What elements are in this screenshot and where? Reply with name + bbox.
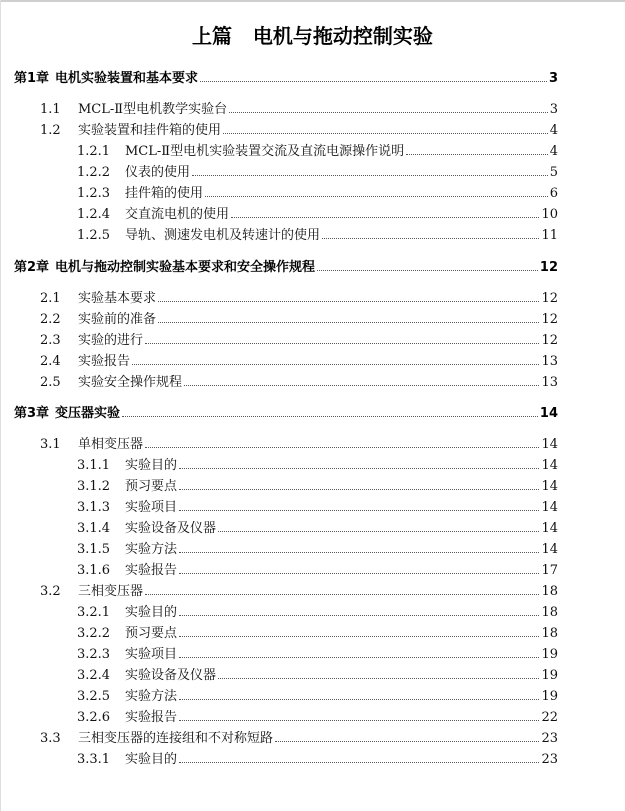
- toc-dot-leader: [406, 143, 548, 155]
- toc-entry-page: 5: [549, 165, 558, 180]
- toc-section-entry[interactable]: [40, 727, 558, 747]
- toc-entry-number: 3.1.1: [77, 458, 111, 473]
- toc-entry-page: 11: [541, 228, 558, 243]
- toc-entry-label: 交直流电机的使用: [125, 207, 230, 222]
- toc-entry-number: 3.2.1: [77, 605, 111, 620]
- toc-entry-number: 3.1.4: [77, 521, 111, 536]
- toc-dot-leader: [218, 667, 539, 679]
- toc-subsection-entry[interactable]: [77, 182, 558, 202]
- toc-dot-leader: [184, 374, 539, 386]
- toc-entry-page: 12: [541, 333, 558, 348]
- toc-dot-leader: [275, 730, 539, 742]
- toc-entry-label: 实验项目: [125, 500, 178, 515]
- toc-dot-leader: [145, 583, 539, 595]
- toc-entry-page: 19: [541, 668, 558, 683]
- toc-dot-leader: [179, 709, 539, 721]
- toc-entry-page: 18: [541, 584, 558, 599]
- toc-subsection-entry[interactable]: [77, 140, 558, 160]
- toc-entry-number: 3.2.6: [77, 710, 111, 725]
- toc-entry-label: 实验项目: [125, 647, 178, 662]
- toc-entry-page: 18: [541, 626, 558, 641]
- toc-subsection-entry[interactable]: [77, 203, 558, 223]
- toc-entry-label: 电机实验装置和基本要求: [55, 71, 199, 86]
- toc-subsection-entry[interactable]: [77, 475, 558, 495]
- toc-dot-leader: [145, 436, 539, 448]
- toc-entry-label: 实验基本要求: [78, 291, 157, 306]
- toc-entry-page: 4: [549, 123, 558, 138]
- toc-chapter-entry[interactable]: [14, 256, 558, 276]
- toc-entry-number: 3.2.5: [77, 689, 111, 704]
- toc-dot-leader: [158, 290, 539, 302]
- toc-entry-number: 1.2.3: [77, 186, 111, 201]
- toc-entry-page: 14: [541, 458, 558, 473]
- toc-entry-number: 3.1.6: [77, 563, 111, 578]
- toc-entry-label: 单相变压器: [78, 437, 144, 452]
- toc-entry-number: 2.3: [40, 333, 61, 348]
- toc-entry-page: 17: [541, 563, 558, 578]
- toc-section-entry[interactable]: [40, 329, 558, 349]
- toc-dot-leader: [205, 185, 548, 197]
- toc-entry-number: 3.1.2: [77, 479, 111, 494]
- toc-dot-leader: [179, 457, 539, 469]
- toc-entry-page: 14: [541, 500, 558, 515]
- toc-entry-number: 1.2.1: [77, 144, 111, 159]
- toc-entry-number: 2.1: [40, 291, 61, 306]
- toc-entry-label: MCL-Ⅱ型电机实验装置交流及直流电源操作说明: [125, 144, 405, 159]
- toc-dot-leader: [218, 520, 539, 532]
- toc-subsection-entry[interactable]: [77, 559, 558, 579]
- toc-entry-page: 12: [541, 291, 558, 306]
- toc-entry-number: 2.5: [40, 375, 61, 390]
- toc-entry-label: 仪表的使用: [125, 165, 191, 180]
- toc-entry-page: 18: [541, 605, 558, 620]
- toc-dot-leader: [145, 332, 539, 344]
- toc-chapter-entry[interactable]: [14, 402, 558, 422]
- toc-entry-number: 2.2: [40, 312, 61, 327]
- toc-entry-number: 3.1: [40, 437, 61, 452]
- toc-dot-leader: [192, 164, 548, 176]
- toc-entry-page: 13: [541, 375, 558, 390]
- left-border-line: [0, 0, 1, 811]
- toc-subsection-entry[interactable]: [77, 538, 558, 558]
- toc-section-entry[interactable]: [40, 433, 558, 453]
- toc-dot-leader: [179, 541, 539, 553]
- toc-subsection-entry[interactable]: [77, 685, 558, 705]
- toc-entry-page: 12: [541, 312, 558, 327]
- toc-entry-number: 3.1.5: [77, 542, 111, 557]
- toc-entry-number: 1.2.5: [77, 228, 111, 243]
- toc-subsection-entry[interactable]: [77, 496, 558, 516]
- toc-subsection-entry[interactable]: [77, 748, 558, 768]
- toc-section-entry[interactable]: [40, 119, 558, 139]
- toc-subsection-entry[interactable]: [77, 601, 558, 621]
- toc-entry-page: 10: [541, 207, 558, 222]
- toc-entry-label: 实验设备及仪器: [125, 668, 217, 683]
- toc-entry-page: 23: [541, 731, 558, 746]
- toc-chapter-entry[interactable]: [14, 67, 558, 87]
- toc-entry-number: 第2章: [14, 260, 50, 275]
- toc-entry-page: 14: [541, 521, 558, 536]
- toc-entry-number: 第1章: [14, 71, 50, 86]
- toc-dot-leader: [179, 562, 539, 574]
- toc-entry-label: 预习要点: [125, 626, 178, 641]
- toc-dot-leader: [179, 751, 539, 763]
- toc-dot-leader: [229, 101, 548, 113]
- toc-entry-label: 实验方法: [125, 689, 178, 704]
- toc-subsection-entry[interactable]: [77, 664, 558, 684]
- toc-dot-leader: [179, 688, 539, 700]
- toc-dot-leader: [179, 604, 539, 616]
- toc-entry-page: 12: [539, 260, 558, 275]
- toc-entry-number: 3.1.3: [77, 500, 111, 515]
- toc-dot-leader: [200, 70, 547, 82]
- toc-entry-label: 实验方法: [125, 542, 178, 557]
- toc-dot-leader: [179, 625, 539, 637]
- toc-entry-number: 第3章: [14, 406, 50, 421]
- toc-entry-label: 实验装置和挂件箱的使用: [78, 123, 222, 138]
- toc-section-entry[interactable]: [40, 580, 558, 600]
- toc-entry-label: 实验报告: [78, 354, 131, 369]
- toc-dot-leader: [179, 478, 539, 490]
- page-title: 上篇 电机与拖动控制实验: [192, 24, 433, 48]
- toc-entry-page: 14: [541, 437, 558, 452]
- toc-entry-number: 1.2.2: [77, 165, 111, 180]
- toc-dot-leader: [231, 206, 539, 218]
- toc-entry-label: 实验报告: [125, 563, 178, 578]
- toc-entry-number: 1.1: [40, 102, 61, 117]
- toc-entry-number: 3.2.2: [77, 626, 111, 641]
- toc-entry-number: 3.3: [40, 731, 61, 746]
- toc-subsection-entry[interactable]: [77, 161, 558, 181]
- toc-entry-page: 3: [549, 102, 558, 117]
- toc-entry-number: 1.2.4: [77, 207, 111, 222]
- toc-entry-number: 1.2: [40, 123, 61, 138]
- toc-subsection-entry[interactable]: [77, 454, 558, 474]
- toc-entry-label: 实验目的: [125, 752, 178, 767]
- toc-section-entry[interactable]: [40, 350, 558, 370]
- toc-section-entry[interactable]: [40, 308, 558, 328]
- toc-entry-page: 14: [541, 542, 558, 557]
- toc-dot-leader: [132, 353, 539, 365]
- toc-entry-label: 挂件箱的使用: [125, 186, 204, 201]
- toc-entry-page: 22: [541, 710, 558, 725]
- toc-entry-page: 19: [541, 647, 558, 662]
- toc-subsection-entry[interactable]: [77, 622, 558, 642]
- toc-entry-page: 23: [541, 752, 558, 767]
- toc-entry-number: 2.4: [40, 354, 61, 369]
- toc-entry-number: 3.3.1: [77, 752, 111, 767]
- toc-dot-leader: [122, 405, 538, 417]
- toc-entry-page: 4: [549, 144, 558, 159]
- toc-entry-label: 实验设备及仪器: [125, 521, 217, 536]
- toc-dot-leader: [179, 646, 539, 658]
- toc-section-entry[interactable]: [40, 287, 558, 307]
- toc-entry-number: 3.2.4: [77, 668, 111, 683]
- toc-entry-label: 导轨、测速发电机及转速计的使用: [125, 228, 321, 243]
- toc-entry-label: 三相变压器的连接组和不对称短路: [78, 731, 274, 746]
- toc-entry-page: 13: [541, 354, 558, 369]
- toc-entry-label: 实验目的: [125, 458, 178, 473]
- toc-subsection-entry[interactable]: [77, 706, 558, 726]
- toc-entry-label: 实验的进行: [78, 333, 144, 348]
- toc-entry-number: 3.2: [40, 584, 61, 599]
- toc-entry-page: 14: [541, 479, 558, 494]
- toc-entry-page: 14: [539, 406, 558, 421]
- toc-entry-label: 实验目的: [125, 605, 178, 620]
- toc-entry-label: 实验安全操作规程: [78, 375, 183, 390]
- toc-dot-leader: [158, 311, 539, 323]
- top-border-line: [0, 0, 625, 2]
- toc-entry-label: 实验前的准备: [78, 312, 157, 327]
- toc-dot-leader: [179, 499, 539, 511]
- toc-subsection-entry[interactable]: [77, 224, 558, 244]
- toc-dot-leader: [223, 122, 548, 134]
- toc-entry-label: 三相变压器: [78, 584, 144, 599]
- toc-entry-label: 变压器实验: [55, 406, 121, 421]
- toc-entry-page: 6: [549, 186, 558, 201]
- toc-entry-label: MCL-Ⅱ型电机教学实验台: [78, 102, 228, 117]
- toc-entry-page: 3: [548, 71, 558, 86]
- toc-subsection-entry[interactable]: [77, 643, 558, 663]
- toc-section-entry[interactable]: [40, 371, 558, 391]
- toc-entry-label: 实验报告: [125, 710, 178, 725]
- toc-dot-leader: [322, 227, 539, 239]
- toc-entry-number: 3.2.3: [77, 647, 111, 662]
- toc-entry-label: 电机与拖动控制实验基本要求和安全操作规程: [55, 260, 316, 275]
- toc-entry-page: 19: [541, 689, 558, 704]
- toc-subsection-entry[interactable]: [77, 517, 558, 537]
- toc-dot-leader: [317, 259, 538, 271]
- toc-entry-label: 预习要点: [125, 479, 178, 494]
- toc-section-entry[interactable]: [40, 98, 558, 118]
